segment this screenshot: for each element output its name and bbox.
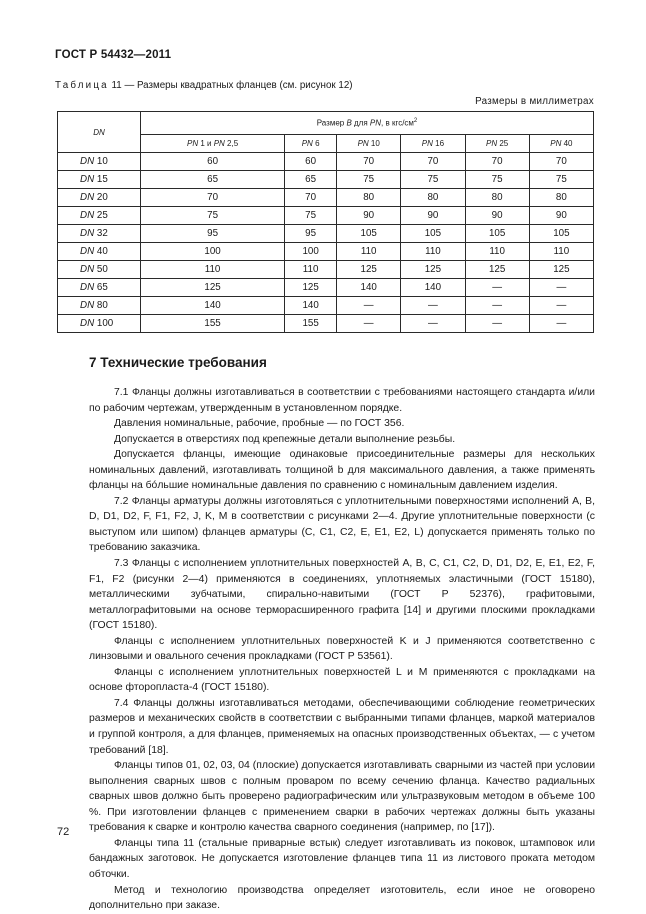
size-cell: — xyxy=(337,315,401,333)
size-cell: — xyxy=(529,315,593,333)
dn-cell xyxy=(58,315,141,333)
size-cell: 125 xyxy=(285,279,337,297)
dn-prefix: DN xyxy=(80,318,95,329)
size-cell: 95 xyxy=(285,225,337,243)
size-group-b: B xyxy=(346,118,352,128)
dn-cell xyxy=(58,153,141,171)
pn-column-header: PN 10 xyxy=(337,135,401,153)
size-cell: 155 xyxy=(141,315,285,333)
size-cell: 110 xyxy=(401,243,465,261)
paragraph: 7.4 Фланцы должны изготавливаться методами, обеспечивающими соблюдение геометрических размеров и механических свойств в соответствии с выбранными типами фланцев, маркой материалов и группой контроля, а для фланцев, применяемых на опасных производственных объектах, — с учетом требований [18]. xyxy=(89,697,595,756)
dn-cell xyxy=(58,279,141,297)
size-cell: 125 xyxy=(465,261,529,279)
table-caption xyxy=(55,80,353,91)
paragraph: 7.3 Фланцы с исполнением уплотнительных поверхностей A, B, C, C1, C2, D, D1, D2, E, E1, E2, F, F1, F2 (рисунки 2—4) применяются в соединениях, уплотняемых эластичными (ГОСТ 15180), металлическими зубчатыми, спирально-навитыми (ГОСТ Р 52376), графитовыми, металлографитовыми на основе терморасширенного графита [14] и другими плоскими прокладками (ГОСТ 15180). xyxy=(89,558,595,632)
paragraph: Метод и технологию производства определяет изготовитель, если иное не оговорено дополнительно при заказе. xyxy=(89,884,595,912)
paragraph: Фланцы типа 11 (стальные приварные встык) следует изготавливать из поковок, штамповок или бандажных заготовок. Не допускается изготовление фланцев типа 11 из листового проката методом обточки. xyxy=(89,837,595,880)
dn-value: 50 xyxy=(94,264,108,275)
table-body xyxy=(58,153,594,333)
size-cell: — xyxy=(529,279,593,297)
table-caption-prefix: Таблица xyxy=(55,80,109,91)
size-cell: 80 xyxy=(337,189,401,207)
size-cell: — xyxy=(529,297,593,315)
size-cell: 80 xyxy=(401,189,465,207)
table-header-row xyxy=(58,112,594,135)
table-caption-text: 11 — Размеры квадратных фланцев (см. рисунок 12) xyxy=(111,80,353,91)
size-group-suffix: , в кгс/см xyxy=(381,118,414,128)
size-cell: 140 xyxy=(285,297,337,315)
size-cell: 140 xyxy=(141,297,285,315)
size-cell: 70 xyxy=(465,153,529,171)
size-group-mid: для xyxy=(351,118,370,128)
size-cell: — xyxy=(465,297,529,315)
dn-cell xyxy=(58,261,141,279)
size-cell: 140 xyxy=(337,279,401,297)
size-cell: 100 xyxy=(285,243,337,261)
paragraph: 7.2 Фланцы арматуры должны изготовляться с уплотнительными поверхностями исполнений A, B, D, D1, D2, F, F1, F2, J, K, M в соответствии с рисунками 2—4. Другие уплотнительные поверхности (с выступом или шипом) фланцев арматуры (C, C1, C2, E, E1, E2, L) допускается применять только по требованию заказчика. xyxy=(89,495,595,554)
dn-value: 80 xyxy=(94,300,108,311)
size-cell: 80 xyxy=(465,189,529,207)
dn-prefix: DN xyxy=(80,246,95,257)
table-row xyxy=(58,207,594,225)
paragraph: Допускается фланцы, имеющие одинаковые присоединительные размеры для нескольких номинальных давлений, изготавливать толщиной b для максимального давления, а также применять фланцы на бóльшие номинальные давления по сравнению с номинальным давлением изделия. xyxy=(89,449,595,492)
document-code: ГОСТ Р 54432—2011 xyxy=(55,49,172,61)
dn-value: 32 xyxy=(94,228,108,239)
size-cell: 95 xyxy=(141,225,285,243)
size-cell: 90 xyxy=(401,207,465,225)
dn-prefix: DN xyxy=(80,228,95,239)
size-cell: 65 xyxy=(285,171,337,189)
size-cell: 75 xyxy=(285,207,337,225)
size-cell: 105 xyxy=(401,225,465,243)
size-cell: 70 xyxy=(337,153,401,171)
paragraph: Фланцы типов 01, 02, 03, 04 (плоские) допускается изготавливать сварными из частей при условии выполнения сварных швов с полным проваром по всему сечению фланца. Качество радиальных сварных швов должно быть проверено радиографическим или ультразвуковым методом в объеме 100 %. При изготовлении фланцев с применением сварки в рабочих чертежах должны быть указаны требования к сварке и контролю качества сварного соединения (например, по [17]). xyxy=(89,760,595,834)
paragraph: 7.1 Фланцы должны изготавливаться в соответствии с требованиями настоящего стандарта и/или по рабочим чертежам, утвержденным в установленном порядке. xyxy=(89,387,595,414)
size-group-sup: 2 xyxy=(413,118,418,125)
dn-cell xyxy=(58,243,141,261)
dn-prefix: DN xyxy=(80,210,95,221)
table-row xyxy=(58,189,594,207)
size-cell: 110 xyxy=(465,243,529,261)
size-cell: — xyxy=(465,279,529,297)
size-cell: 105 xyxy=(529,225,593,243)
dn-value: 65 xyxy=(94,282,108,293)
size-cell: 75 xyxy=(465,171,529,189)
size-cell: 80 xyxy=(529,189,593,207)
dn-column-header: DN xyxy=(58,112,141,153)
size-cell: 70 xyxy=(529,153,593,171)
size-cell: 110 xyxy=(141,261,285,279)
pn-column-header: PN 25 xyxy=(465,135,529,153)
paragraph: Давления номинальные, рабочие, пробные — по ГОСТ 356. xyxy=(114,418,405,430)
dn-value: 25 xyxy=(94,210,108,221)
table-row xyxy=(58,261,594,279)
size-cell: 75 xyxy=(337,171,401,189)
section-title: 7 Технические требования xyxy=(89,355,267,370)
dn-prefix: DN xyxy=(80,264,95,275)
size-cell: — xyxy=(401,297,465,315)
dn-cell xyxy=(58,189,141,207)
paragraph: Фланцы с исполнением уплотнительных поверхностей L и M применяются с прокладками на основе фторопласта-4 (ГОСТ 15180). xyxy=(89,666,595,694)
size-group-pn: PN xyxy=(369,118,382,128)
table-row xyxy=(58,243,594,261)
pn-column-header: PN 1 и PN 2,5 xyxy=(141,135,285,153)
size-cell: 90 xyxy=(337,207,401,225)
pn-column-header: PN 6 xyxy=(285,135,337,153)
flange-dimensions-table xyxy=(57,111,594,333)
size-cell: — xyxy=(337,297,401,315)
dn-prefix: DN xyxy=(80,192,95,203)
size-cell: 100 xyxy=(141,243,285,261)
size-cell: 105 xyxy=(465,225,529,243)
size-cell: 90 xyxy=(465,207,529,225)
dn-value: 15 xyxy=(94,174,108,185)
dn-value: 100 xyxy=(94,318,114,329)
size-cell: 125 xyxy=(141,279,285,297)
table-row xyxy=(58,315,594,333)
size-cell: 110 xyxy=(285,261,337,279)
size-cell: 90 xyxy=(529,207,593,225)
size-cell: 70 xyxy=(141,189,285,207)
units-note: Размеры в миллиметрах xyxy=(475,96,594,107)
dn-prefix: DN xyxy=(80,156,95,167)
dn-cell xyxy=(58,171,141,189)
dn-cell xyxy=(58,225,141,243)
table-row xyxy=(58,279,594,297)
size-group-header xyxy=(141,112,594,135)
size-cell: — xyxy=(465,315,529,333)
size-cell: 125 xyxy=(401,261,465,279)
paragraph: Фланцы с исполнением уплотнительных поверхностей K и J применяются соответственно с линзовыми и овального сечения прокладками (ГОСТ Р 53561). xyxy=(89,635,595,663)
size-cell: 125 xyxy=(529,261,593,279)
size-cell: 75 xyxy=(529,171,593,189)
size-cell: 70 xyxy=(285,189,337,207)
section-body xyxy=(89,385,595,914)
pn-column-header: PN 16 xyxy=(401,135,465,153)
size-cell: 60 xyxy=(285,153,337,171)
size-cell: 140 xyxy=(401,279,465,297)
dn-prefix: DN xyxy=(80,300,95,311)
size-cell: 110 xyxy=(337,243,401,261)
size-group-prefix: Размер xyxy=(316,118,347,128)
size-cell: 70 xyxy=(401,153,465,171)
size-cell: 105 xyxy=(337,225,401,243)
dn-prefix: DN xyxy=(80,174,95,185)
size-cell: 110 xyxy=(529,243,593,261)
dn-value: 20 xyxy=(94,192,108,203)
size-cell: — xyxy=(401,315,465,333)
dn-value: 40 xyxy=(94,246,108,257)
size-cell: 75 xyxy=(141,207,285,225)
dn-value: 10 xyxy=(94,156,108,167)
table-row xyxy=(58,171,594,189)
table-row xyxy=(58,153,594,171)
paragraph: Допускается в отверстиях под крепежные детали выполнение резьбы. xyxy=(114,433,456,445)
pn-column-header: PN 40 xyxy=(529,135,593,153)
dn-cell xyxy=(58,297,141,315)
table-row xyxy=(58,297,594,315)
dn-prefix: DN xyxy=(80,282,95,293)
size-cell: 155 xyxy=(285,315,337,333)
size-cell: 60 xyxy=(141,153,285,171)
size-cell: 65 xyxy=(141,171,285,189)
table-row xyxy=(58,225,594,243)
dn-cell xyxy=(58,207,141,225)
size-cell: 125 xyxy=(337,261,401,279)
page-number: 72 xyxy=(57,826,70,838)
size-cell: 75 xyxy=(401,171,465,189)
